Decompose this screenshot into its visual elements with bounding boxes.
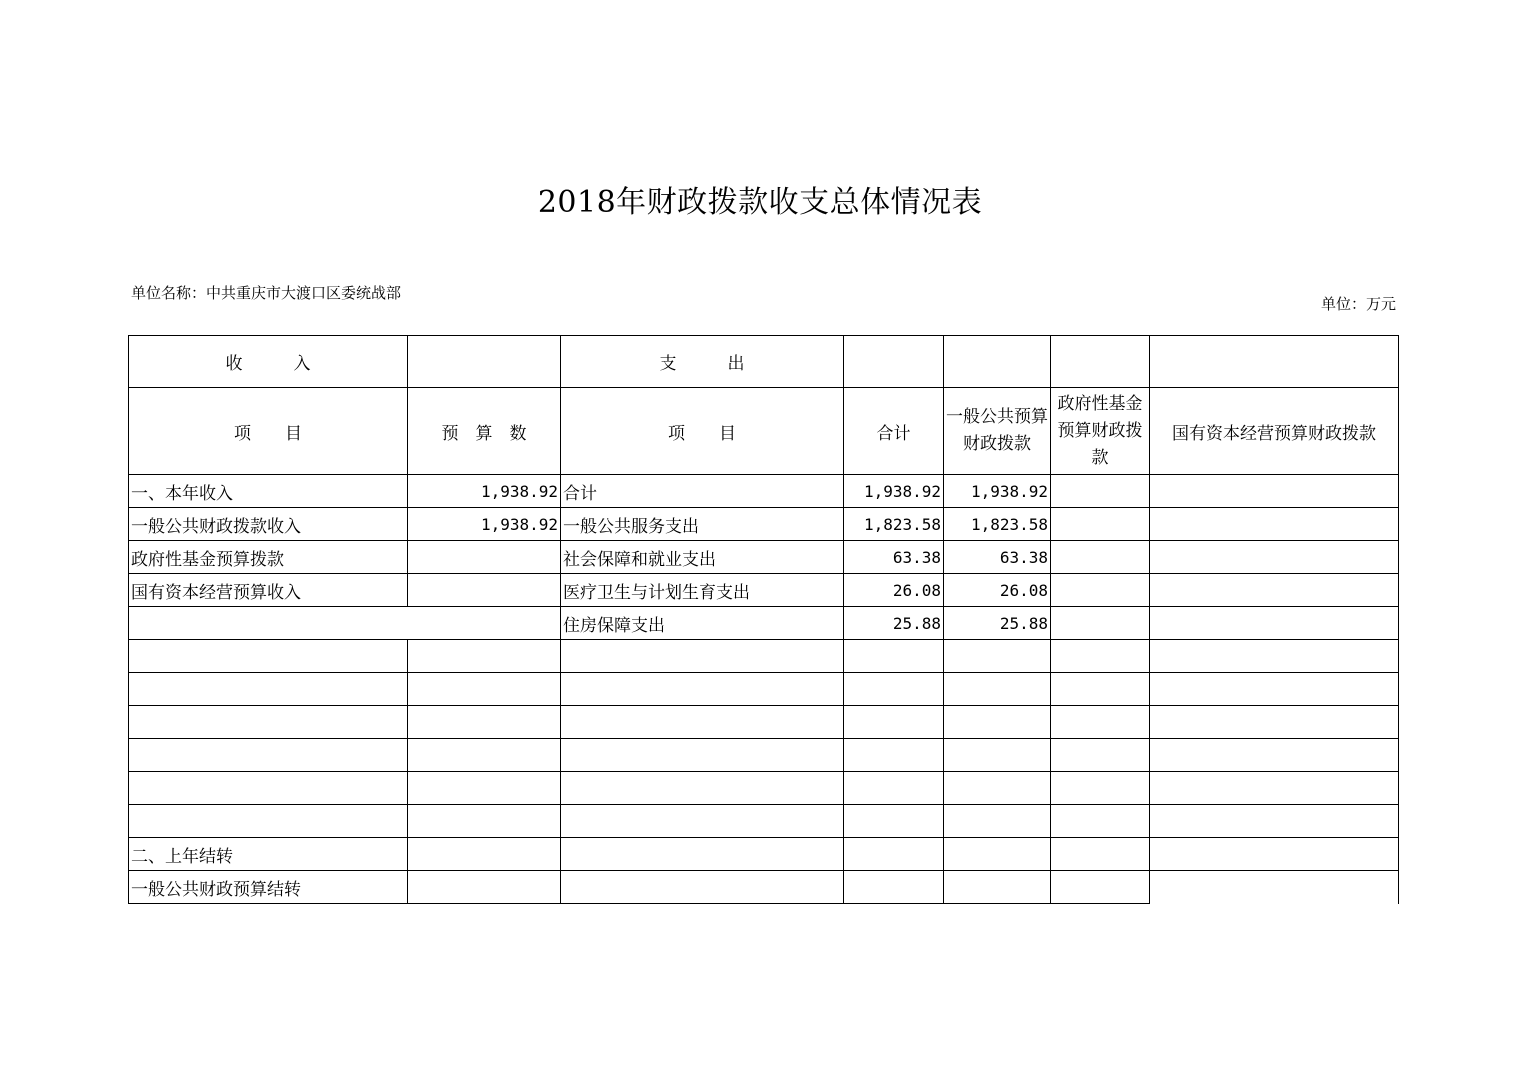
table-row: [129, 475, 1399, 508]
income-item: 一般公共财政拨款收入: [129, 508, 408, 541]
expense-state-capital: [1150, 607, 1399, 640]
budget-table: [128, 335, 1399, 904]
header-row-2: [129, 388, 1399, 475]
carryover-general: 一般公共财政预算结转: [129, 871, 408, 904]
income-item: 国有资本经营预算收入: [129, 574, 408, 607]
header-item-expense: 项 目: [561, 388, 844, 475]
expense-state-capital: [1150, 541, 1399, 574]
expense-total: 26.08: [844, 574, 944, 607]
expense-total: 25.88: [844, 607, 944, 640]
header-item-income: 项 目: [129, 388, 408, 475]
expense-general: 1,823.58: [944, 508, 1051, 541]
expense-total: 1,938.92: [844, 475, 944, 508]
income-amount: 1,938.92: [408, 475, 561, 508]
income-item: 政府性基金预算拨款: [129, 541, 408, 574]
header-empty: [408, 336, 561, 388]
income-item: [129, 607, 561, 640]
header-row-1: [129, 336, 1399, 388]
header-empty: [944, 336, 1051, 388]
expense-total: 63.38: [844, 541, 944, 574]
table-row: [129, 838, 1399, 871]
expense-item: 医疗卫生与计划生育支出: [561, 574, 844, 607]
table-row: [129, 574, 1399, 607]
empty-row: [129, 772, 1399, 805]
expense-state-capital: [1150, 508, 1399, 541]
table-row: [129, 508, 1399, 541]
empty-row: [129, 706, 1399, 739]
unit-name: 单位名称：中共重庆市大渡口区委统战部: [131, 284, 402, 302]
header-total: 合计: [844, 388, 944, 475]
expense-item: 合计: [561, 475, 844, 508]
unit-label: 单位：万元: [1320, 295, 1396, 313]
expense-state-capital: [1150, 475, 1399, 508]
income-amount: [408, 574, 561, 607]
expense-general: 1,938.92: [944, 475, 1051, 508]
expense-item: 社会保障和就业支出: [561, 541, 844, 574]
expense-item: 一般公共服务支出: [561, 508, 844, 541]
expense-gov-fund: [1051, 607, 1150, 640]
table-row: [129, 541, 1399, 574]
expense-gov-fund: [1051, 475, 1150, 508]
header-state-capital: 国有资本经营预算财政拨款: [1150, 388, 1399, 475]
header-empty: [844, 336, 944, 388]
header-income: 收 入: [129, 336, 408, 388]
income-item: 一、本年收入: [129, 475, 408, 508]
empty-row: [129, 673, 1399, 706]
table-row: [129, 607, 1399, 640]
expense-total: 1,823.58: [844, 508, 944, 541]
header-expense: 支 出: [561, 336, 844, 388]
income-amount: [408, 541, 561, 574]
carryover-title: 二、上年结转: [129, 838, 408, 871]
page-title: 2018年财政拨款收支总体情况表: [537, 185, 983, 220]
expense-general: 63.38: [944, 541, 1051, 574]
income-amount: 1,938.92: [408, 508, 561, 541]
expense-general: 25.88: [944, 607, 1051, 640]
header-budget-amount: 预 算 数: [408, 388, 561, 475]
header-empty: [1051, 336, 1150, 388]
header-general-public: 一般公共预算财政拨款: [944, 388, 1051, 475]
header-empty: [1150, 336, 1399, 388]
expense-gov-fund: [1051, 541, 1150, 574]
expense-general: 26.08: [944, 574, 1051, 607]
empty-row: [129, 739, 1399, 772]
expense-gov-fund: [1051, 574, 1150, 607]
expense-item: 住房保障支出: [561, 607, 844, 640]
header-gov-fund: 政府性基金预算财政拨款: [1051, 388, 1150, 475]
expense-state-capital: [1150, 574, 1399, 607]
expense-gov-fund: [1051, 508, 1150, 541]
empty-row: [129, 640, 1399, 673]
table-row: [129, 871, 1399, 904]
empty-row: [129, 805, 1399, 838]
